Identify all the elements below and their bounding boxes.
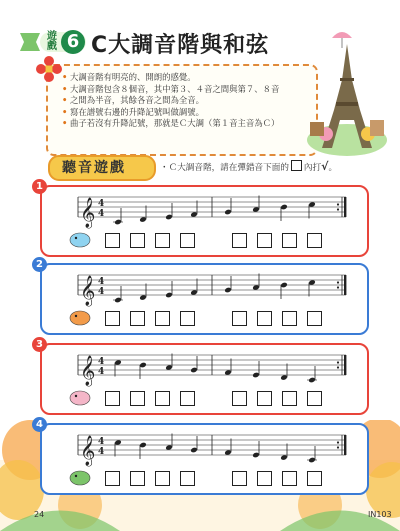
section-instruction <box>160 160 337 173</box>
answer-checkbox[interactable] <box>282 311 297 326</box>
answer-checkbox[interactable] <box>307 233 322 248</box>
time-signature: 4 <box>98 447 105 457</box>
answer-checkbox[interactable] <box>155 311 170 326</box>
repeat-dot <box>337 208 339 210</box>
end-bar-thick <box>344 355 346 375</box>
repeat-dot <box>337 281 339 283</box>
car-icon <box>68 307 92 327</box>
answer-checkbox[interactable] <box>257 471 272 486</box>
answer-checkbox[interactable] <box>282 471 297 486</box>
answer-checkbox[interactable] <box>130 233 145 248</box>
answer-checkbox[interactable] <box>105 311 120 326</box>
rose-icon <box>68 387 92 407</box>
page-number-right: IN103 <box>368 510 392 519</box>
answer-checkbox[interactable] <box>155 471 170 486</box>
music-staff <box>56 347 356 395</box>
answer-checkbox[interactable] <box>232 471 247 486</box>
answer-checkbox[interactable] <box>282 233 297 248</box>
intro-point-continued: • 之間為半音，其餘各音之間為全音。 <box>62 95 308 107</box>
game-number: 6 <box>61 30 85 54</box>
answer-checkbox[interactable] <box>257 391 272 406</box>
answer-checkbox[interactable] <box>257 311 272 326</box>
game-label: 遊戲 <box>47 31 57 52</box>
answer-checkbox[interactable] <box>105 233 120 248</box>
instruction-text-2: 內打 <box>303 163 322 173</box>
answer-checkbox[interactable] <box>257 233 272 248</box>
answer-checkbox[interactable] <box>105 391 120 406</box>
eiffel-tower-illustration <box>306 40 388 158</box>
instruction-end: 。 <box>328 163 338 173</box>
whale-icon <box>68 229 92 249</box>
repeat-dot <box>337 441 339 443</box>
repeat-dot <box>337 366 339 368</box>
checkbox-sample <box>291 160 302 171</box>
intro-point: • 大調音階包含８個音，其中第３、４音之間與第７、８音 <box>62 84 308 96</box>
section-title: 聽音遊戲 <box>62 160 126 176</box>
page-number-left: 24 <box>34 510 45 519</box>
answer-checkbox[interactable] <box>180 233 195 248</box>
time-signature: 4 <box>98 209 105 219</box>
treble-clef-icon: 𝄞 <box>80 276 96 306</box>
end-bar-thick <box>344 435 346 455</box>
repeat-dot <box>337 286 339 288</box>
exercise-number: 2 <box>32 257 47 272</box>
instruction-text: ・Ｃ大調音階，請在彈錯音下面的 <box>160 163 289 173</box>
answer-checkbox[interactable] <box>130 471 145 486</box>
page-title: C大調音階與和弦 <box>91 33 270 58</box>
train-icon <box>68 467 92 487</box>
answer-checkbox[interactable] <box>130 391 145 406</box>
answer-checkbox[interactable] <box>180 471 195 486</box>
repeat-dot <box>337 446 339 448</box>
end-bar-thick <box>344 275 346 295</box>
exercise-number: 3 <box>32 337 47 352</box>
time-signature: 4 <box>98 437 105 447</box>
answer-checkbox[interactable] <box>232 233 247 248</box>
exercise-number: 1 <box>32 179 47 194</box>
answer-checkbox[interactable] <box>155 233 170 248</box>
answer-checkbox[interactable] <box>307 391 322 406</box>
answer-checkbox[interactable] <box>307 471 322 486</box>
exercise-number: 4 <box>32 417 47 432</box>
intro-point: • 寫在譜號右邊的升降記號叫做調號。 <box>62 107 308 119</box>
answer-checkbox[interactable] <box>307 311 322 326</box>
music-staff <box>56 189 356 237</box>
end-bar-thick <box>344 197 346 217</box>
music-staff <box>56 267 356 315</box>
music-staff <box>56 427 356 475</box>
treble-clef-icon: 𝄞 <box>80 436 96 466</box>
answer-checkbox[interactable] <box>130 311 145 326</box>
intro-point: • 大調音階有明亮的、開朗的感覺。 <box>62 72 308 84</box>
answer-checkbox[interactable] <box>180 311 195 326</box>
intro-point: • 曲子若沒有升降記號，那就是Ｃ大調（第１音主音為Ｃ） <box>62 118 308 130</box>
time-signature: 4 <box>98 277 105 287</box>
treble-clef-icon: 𝄞 <box>80 198 96 228</box>
time-signature: 4 <box>98 367 105 377</box>
time-signature: 4 <box>98 199 105 209</box>
answer-checkbox[interactable] <box>232 311 247 326</box>
answer-checkbox[interactable] <box>155 391 170 406</box>
answer-checkbox[interactable] <box>180 391 195 406</box>
flower-icon <box>36 56 62 82</box>
repeat-dot <box>337 203 339 205</box>
time-signature: 4 <box>98 287 105 297</box>
repeat-dot <box>337 361 339 363</box>
check-mark-icon: √ <box>321 160 329 173</box>
answer-checkbox[interactable] <box>232 391 247 406</box>
answer-checkbox[interactable] <box>282 391 297 406</box>
intro-notes-box <box>46 64 318 156</box>
treble-clef-icon: 𝄞 <box>80 356 96 386</box>
time-signature: 4 <box>98 357 105 367</box>
answer-checkbox[interactable] <box>105 471 120 486</box>
